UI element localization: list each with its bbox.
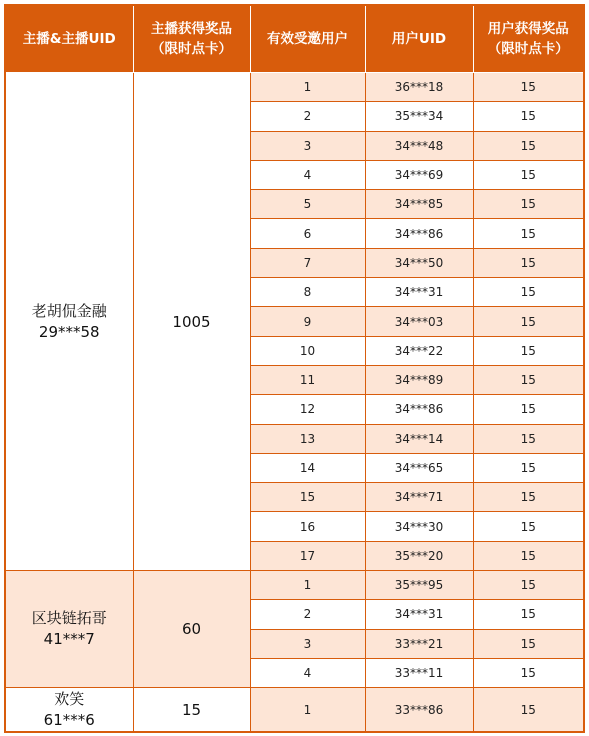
invited-number-cell: 3 xyxy=(250,629,365,658)
table-row xyxy=(6,571,583,600)
invited-number-cell: 8 xyxy=(250,278,365,307)
user-reward-cell: 15 xyxy=(473,571,583,600)
invited-number-cell: 6 xyxy=(250,219,365,248)
user-reward-cell: 15 xyxy=(473,73,583,102)
invited-number-cell: 16 xyxy=(250,512,365,541)
user-reward-cell: 15 xyxy=(473,541,583,570)
user-reward-cell: 15 xyxy=(473,453,583,482)
invited-number-cell: 4 xyxy=(250,658,365,687)
user-reward-cell: 15 xyxy=(473,307,583,336)
user-uid-cell: 34***69 xyxy=(365,160,473,189)
host-cell xyxy=(6,688,133,731)
invited-number-cell: 14 xyxy=(250,453,365,482)
user-uid-cell: 34***30 xyxy=(365,512,473,541)
host-name: 区块链拓哥 xyxy=(31,609,107,628)
host-uid: 61***6 xyxy=(43,710,95,729)
user-reward-cell: 15 xyxy=(473,658,583,687)
user-reward-cell: 15 xyxy=(473,190,583,219)
invited-number-cell: 1 xyxy=(250,73,365,102)
header-row xyxy=(6,6,583,73)
user-uid-cell: 33***11 xyxy=(365,658,473,687)
reward-table-container xyxy=(4,4,585,733)
host-name: 欢笑 xyxy=(54,689,85,708)
user-reward-cell: 15 xyxy=(473,365,583,394)
invited-number-cell: 2 xyxy=(250,600,365,629)
host-uid: 41***7 xyxy=(43,630,95,649)
invited-number-cell: 3 xyxy=(250,131,365,160)
user-reward-cell: 15 xyxy=(473,424,583,453)
user-reward-cell: 15 xyxy=(473,219,583,248)
user-uid-cell: 34***50 xyxy=(365,248,473,277)
user-reward-cell: 15 xyxy=(473,483,583,512)
user-uid-cell: 35***95 xyxy=(365,571,473,600)
invited-number-cell: 1 xyxy=(250,571,365,600)
user-reward-cell: 15 xyxy=(473,278,583,307)
user-uid-cell: 33***21 xyxy=(365,629,473,658)
user-reward-cell: 15 xyxy=(473,512,583,541)
invited-number-cell: 10 xyxy=(250,336,365,365)
host-cell xyxy=(6,571,133,688)
user-uid-cell: 36***18 xyxy=(365,73,473,102)
invited-number-cell: 12 xyxy=(250,395,365,424)
invited-number-cell: 17 xyxy=(250,541,365,570)
table-row xyxy=(6,73,583,102)
user-reward-cell: 15 xyxy=(473,629,583,658)
user-reward-cell: 15 xyxy=(473,600,583,629)
user-uid-cell: 34***31 xyxy=(365,600,473,629)
user-uid-cell: 33***86 xyxy=(365,688,473,731)
reward-table xyxy=(6,6,583,731)
invited-number-cell: 9 xyxy=(250,307,365,336)
user-reward-cell: 15 xyxy=(473,102,583,131)
table-row xyxy=(6,688,583,731)
invited-number-cell: 13 xyxy=(250,424,365,453)
user-reward-cell: 15 xyxy=(473,248,583,277)
invited-number-cell: 4 xyxy=(250,160,365,189)
user-reward-cell: 15 xyxy=(473,160,583,189)
user-uid-cell: 34***48 xyxy=(365,131,473,160)
invited-number-cell: 15 xyxy=(250,483,365,512)
user-uid-cell: 34***31 xyxy=(365,278,473,307)
user-uid-cell: 35***20 xyxy=(365,541,473,570)
user-uid-cell: 34***71 xyxy=(365,483,473,512)
invited-number-cell: 11 xyxy=(250,365,365,394)
user-reward-cell: 15 xyxy=(473,336,583,365)
invited-number-cell: 7 xyxy=(250,248,365,277)
invited-number-cell: 2 xyxy=(250,102,365,131)
host-reward-cell: 1005 xyxy=(133,73,250,571)
header-host: 主播&主播UID xyxy=(6,6,133,73)
user-reward-cell: 15 xyxy=(473,395,583,424)
host-uid: 29***58 xyxy=(38,322,100,341)
host-reward-cell: 15 xyxy=(133,688,250,731)
user-uid-cell: 34***65 xyxy=(365,453,473,482)
header-user-prize: 用户获得奖品 （限时点卡） xyxy=(473,6,583,73)
table-body xyxy=(6,73,583,732)
user-uid-cell: 34***03 xyxy=(365,307,473,336)
header-user-uid: 用户UID xyxy=(365,6,473,73)
user-uid-cell: 34***14 xyxy=(365,424,473,453)
user-reward-cell: 15 xyxy=(473,131,583,160)
invited-number-cell: 5 xyxy=(250,190,365,219)
host-name: 老胡侃金融 xyxy=(31,301,107,320)
host-reward-cell: 60 xyxy=(133,571,250,688)
user-uid-cell: 34***22 xyxy=(365,336,473,365)
header-invited-users: 有效受邀用户 xyxy=(250,6,365,73)
user-uid-cell: 34***89 xyxy=(365,365,473,394)
header-host-prize: 主播获得奖品 （限时点卡） xyxy=(133,6,250,73)
user-uid-cell: 34***86 xyxy=(365,395,473,424)
user-uid-cell: 35***34 xyxy=(365,102,473,131)
user-uid-cell: 34***86 xyxy=(365,219,473,248)
invited-number-cell: 1 xyxy=(250,688,365,731)
host-cell xyxy=(6,73,133,571)
user-uid-cell: 34***85 xyxy=(365,190,473,219)
user-reward-cell: 15 xyxy=(473,688,583,731)
